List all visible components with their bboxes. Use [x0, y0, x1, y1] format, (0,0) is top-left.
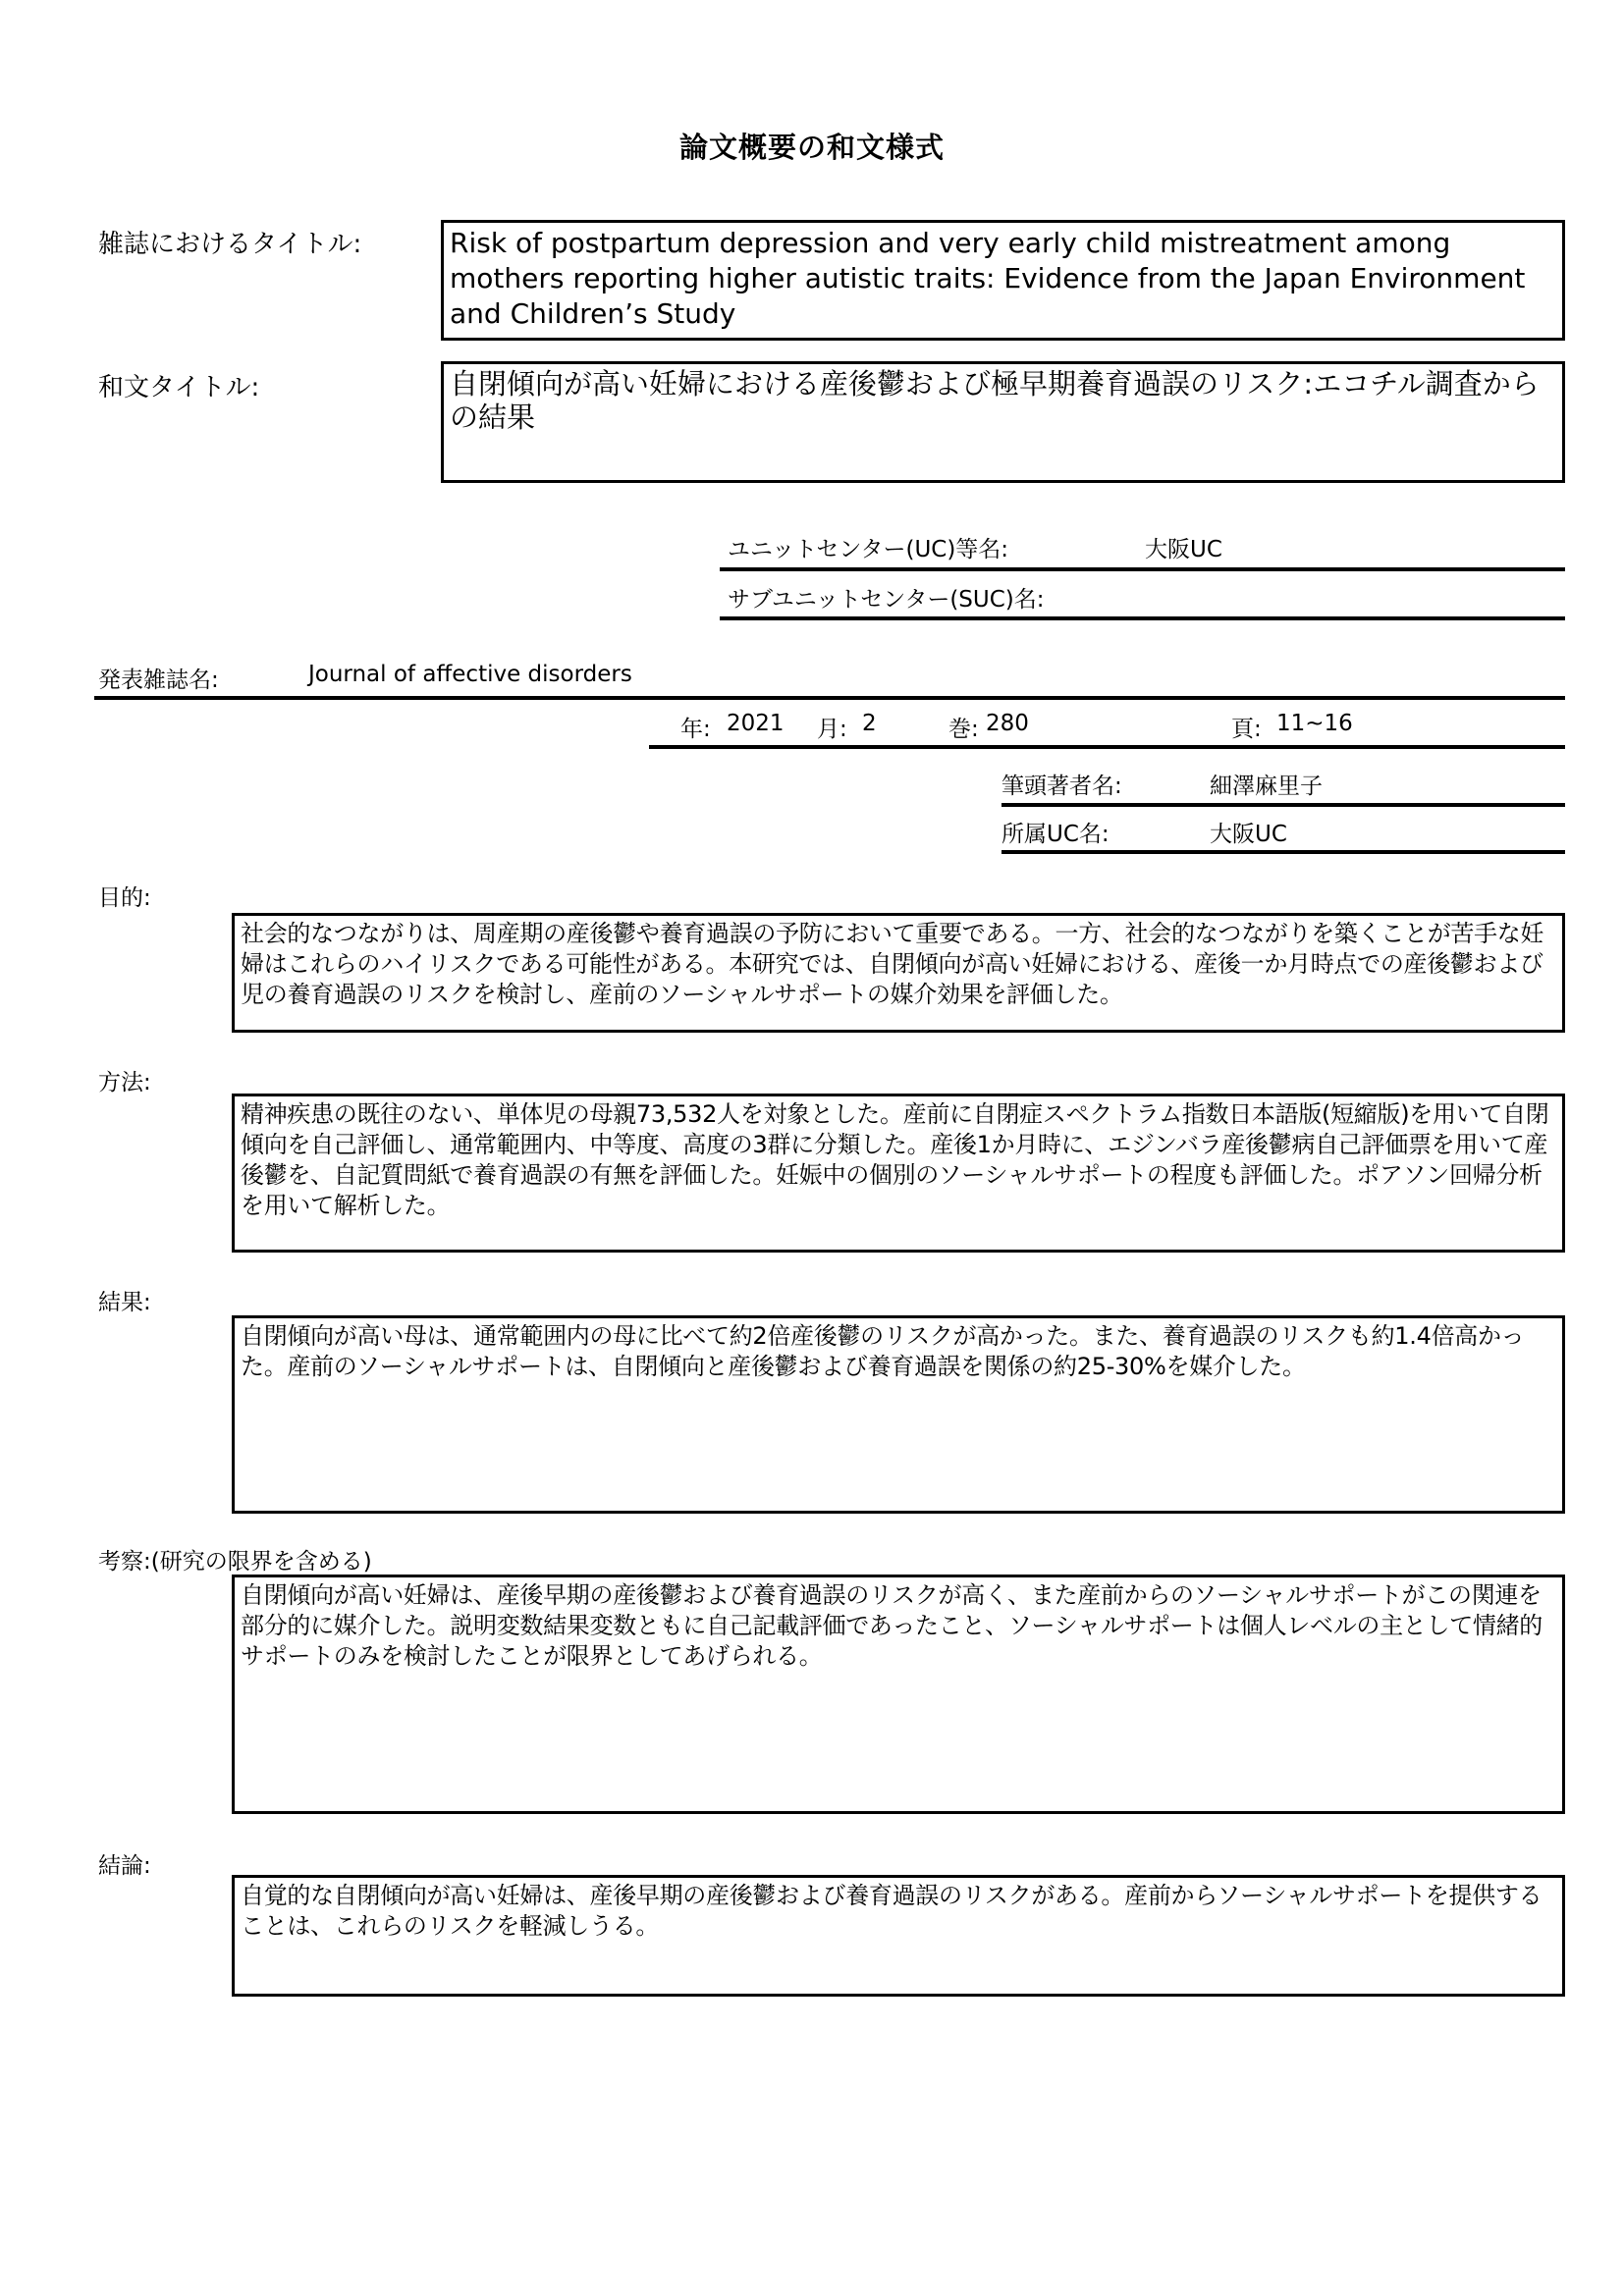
journal-title-field[interactable]: [441, 220, 1565, 341]
discussion-text: 自閉傾向が高い妊婦は、産後早期の産後鬱および養育過誤のリスクが高く、また産前からのソーシャルサポートがこの関連を部分的に媒介した。説明変数結果変数ともに自己記載評価であったこと、ソーシャルサポートは個人レベルの主として情緒的サポートのみを検討したことが限界としてあげられる。: [241, 1581, 1543, 1670]
page-title: 論文概要の和文様式: [678, 131, 945, 164]
uc-underline: [720, 567, 1565, 571]
volume-label: 巻:: [948, 717, 979, 742]
japanese-title-field[interactable]: [441, 361, 1565, 483]
suc-label: サブユニットセンター(SUC)名:: [728, 587, 1045, 613]
conclusion-field[interactable]: [232, 1875, 1565, 1997]
conclusion-label: 結論:: [98, 1853, 151, 1879]
pages-value[interactable]: 11~16: [1276, 711, 1353, 736]
journal-title-value: Risk of postpartum depression and very early child mistreatment among mothers reporting higher autistic traits: Evidence from the Japan Environment and Children’s Study: [450, 227, 1526, 330]
affiliation-label: 所属UC名:: [1001, 822, 1110, 847]
journal-underline: [94, 696, 1565, 700]
first-author-label: 筆頭著者名:: [1001, 774, 1122, 799]
methods-text: 精神疾患の既往のない、単体児の母親73,532人を対象とした。産前に自閉症スペクトラム指数日本語版(短縮版)を用いて自閉傾向を自己評価し、通常範囲内、中等度、高度の3群に分類した。産後1か月時に、エジンバラ産後鬱病自己評価票を用いて産後鬱を、自記質問紙で養育過誤の有無を評価した。妊娠中の個別のソーシャルサポートの程度も評価した。ポアソン回帰分析を用いて解析した。: [241, 1100, 1549, 1219]
publication-journal-value[interactable]: Journal of affective disorders: [308, 662, 632, 687]
objective-field[interactable]: [232, 913, 1565, 1033]
year-value[interactable]: 2021: [727, 711, 785, 736]
uc-value[interactable]: 大阪UC: [1145, 537, 1222, 562]
volume-value[interactable]: 280: [986, 711, 1029, 736]
month-label: 月:: [817, 717, 847, 742]
discussion-field[interactable]: [232, 1575, 1565, 1814]
conclusion-text: 自覚的な自閉傾向が高い妊婦は、産後早期の産後鬱および養育過誤のリスクがある。産前からソーシャルサポートを提供することは、これらのリスクを軽減しうる。: [241, 1882, 1543, 1940]
first-author-value[interactable]: 細澤麻里子: [1210, 774, 1323, 799]
uc-label: ユニットセンター(UC)等名:: [728, 537, 1009, 562]
methods-field[interactable]: [232, 1094, 1565, 1253]
first-author-underline: [1001, 803, 1565, 807]
objective-label: 目的:: [98, 885, 151, 911]
year-label: 年:: [680, 717, 711, 742]
discussion-label: 考察:(研究の限界を含める): [98, 1549, 372, 1575]
affiliation-underline: [1001, 850, 1565, 854]
suc-underline: [720, 616, 1565, 620]
objective-text: 社会的なつながりは、周産期の産後鬱や養育過誤の予防において重要である。一方、社会的なつながりを築くことが苦手な妊婦はこれらのハイリスクである可能性がある。本研究では、自閉傾向が高い妊婦における、産後一か月時点での産後鬱および児の養育過誤のリスクを検討し、産前のソーシャルサポートの媒介効果を評価した。: [241, 920, 1544, 1008]
results-text: 自閉傾向が高い母は、通常範囲内の母に比べて約2倍産後鬱のリスクが高かった。また、養育過誤のリスクも約1.4倍高かった。産前のソーシャルサポートは、自閉傾向と産後鬱および養育過誤を関係の約25-30%を媒介した。: [241, 1322, 1525, 1380]
publication-details-underline: [649, 745, 1565, 749]
japanese-title-label: 和文タイトル:: [98, 373, 260, 402]
journal-title-label: 雑誌におけるタイトル:: [98, 230, 362, 259]
month-value[interactable]: 2: [862, 711, 877, 736]
results-field[interactable]: [232, 1315, 1565, 1514]
publication-journal-label: 発表雑誌名:: [98, 667, 219, 693]
affiliation-value[interactable]: 大阪UC: [1210, 822, 1287, 847]
pages-label: 頁:: [1231, 717, 1262, 742]
results-label: 結果:: [98, 1290, 151, 1315]
methods-label: 方法:: [98, 1070, 151, 1095]
japanese-title-value: 自閉傾向が高い妊婦における産後鬱および極早期養育過誤のリスク:エコチル調査からの結果: [450, 367, 1540, 434]
